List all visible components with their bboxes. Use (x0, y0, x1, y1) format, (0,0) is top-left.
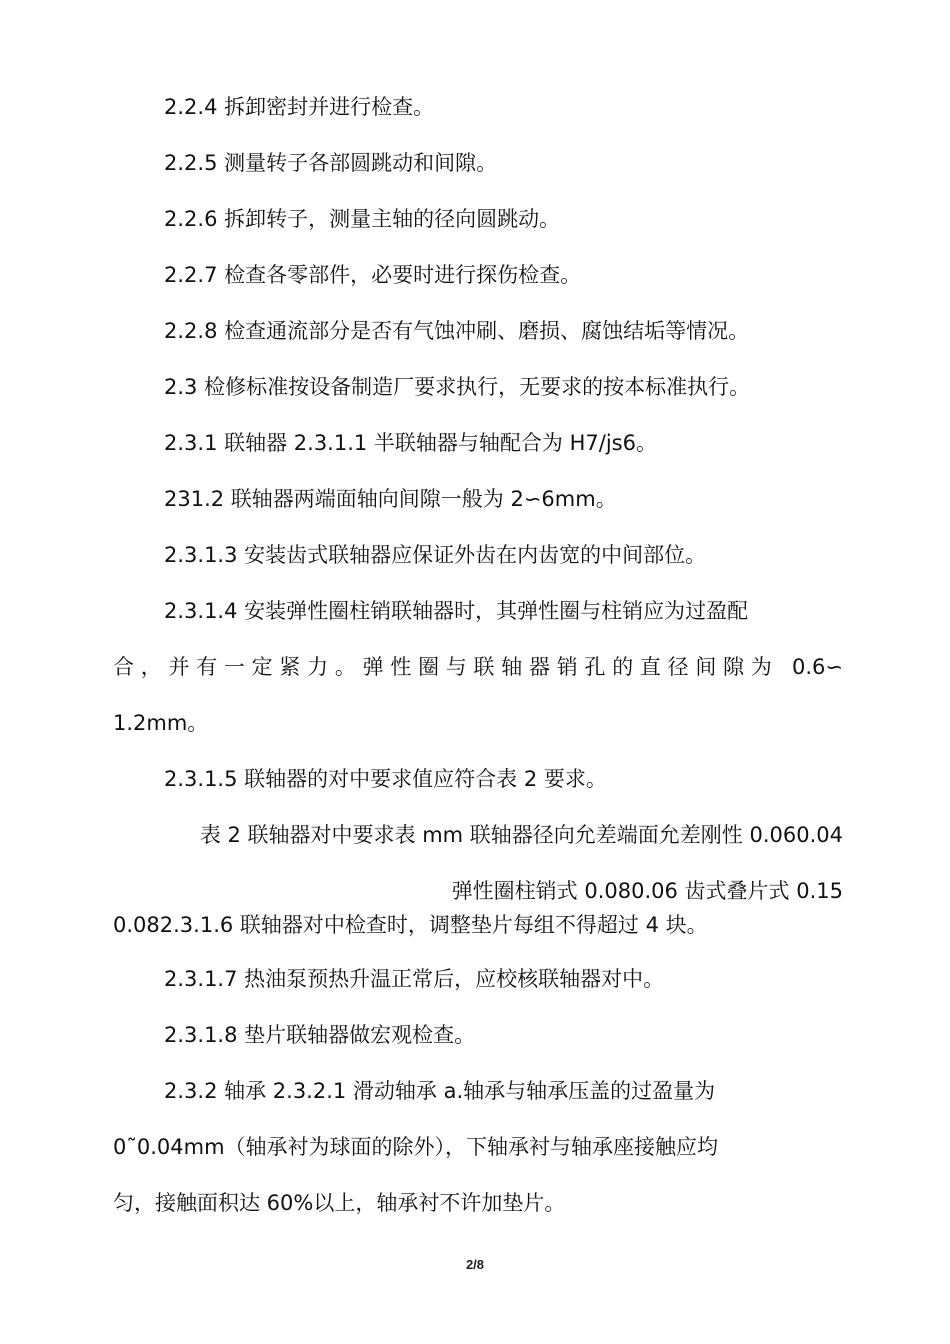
text-line-2-3-1-3: 2.3.1.3 安装齿式联轴器应保证外齿在内齿宽的中间部位。 (164, 543, 707, 567)
text-line-2-2-4: 2.2.4 拆卸密封并进行检查。 (164, 95, 435, 119)
text-line-2-2-5: 2.2.5 测量转子各部圆跳动和间隙。 (164, 151, 498, 175)
text-line-2-3-1-4: 2.3.1.4 安装弹性圈柱销联轴器时，其弹性圈与柱销应为过盈配 (164, 599, 749, 623)
text-line-2-3-1-6: 0.082.3.1.6 联轴器对中检查时，调整垫片每组不得超过 4 块。 (113, 913, 708, 937)
text-line-2-2-6: 2.2.6 拆卸转子，测量主轴的径向圆跳动。 (164, 207, 561, 231)
table-2-caption-line: 表 2 联轴器对中要求表 mm 联轴器径向允差端面允差刚性 0.060.04 (199, 823, 843, 847)
text-line-2-3-1-7: 2.3.1.7 热油泵预热升温正常后，应校核联轴器对中。 (164, 967, 665, 991)
text-line-2-3-2-end: 匀，接触面积达 60%以上，轴承衬不许加垫片。 (113, 1191, 566, 1215)
text-line-2-3-1-4-cont: 合，并有一定紧力。弹性圈与联轴器销孔的直径间隙为 0.6∽ (113, 655, 843, 679)
text-line-2-3-1-4-end: 1.2mm。 (113, 711, 209, 735)
text-line-2-3-1-2: 231.2 联轴器两端面轴向间隙一般为 2∽6mm。 (164, 487, 617, 511)
text-line-2-3-1-5: 2.3.1.5 联轴器的对中要求值应符合表 2 要求。 (164, 767, 607, 791)
text-line-2-3-1: 2.3.1 联轴器 2.3.1.1 半联轴器与轴配合为 H7/js6。 (164, 431, 657, 455)
text-line-2-3-2: 2.3.2 轴承 2.3.2.1 滑动轴承 a.轴承与轴承压盖的过盈量为 (164, 1079, 716, 1103)
table-2-row-line: 弹性圈柱销式 0.080.06 齿式叠片式 0.15 (451, 879, 843, 903)
text-line-2-2-7: 2.2.7 检查各零部件，必要时进行探伤检查。 (164, 263, 582, 287)
text-line-2-3-1-8: 2.3.1.8 垫片联轴器做宏观检查。 (164, 1023, 476, 1047)
text-line-2-3: 2.3 检修标准按设备制造厂要求执行，无要求的按本标准执行。 (164, 375, 751, 399)
text-line-2-3-2-cont: 0˜0.04mm（轴承衬为球面的除外），下轴承衬与轴承座接触应均 (113, 1135, 719, 1159)
text-line-2-2-8: 2.2.8 检查通流部分是否有气蚀冲刷、磨损、腐蚀结垢等情况。 (164, 319, 750, 343)
page-number: 2/8 (465, 1257, 485, 1272)
